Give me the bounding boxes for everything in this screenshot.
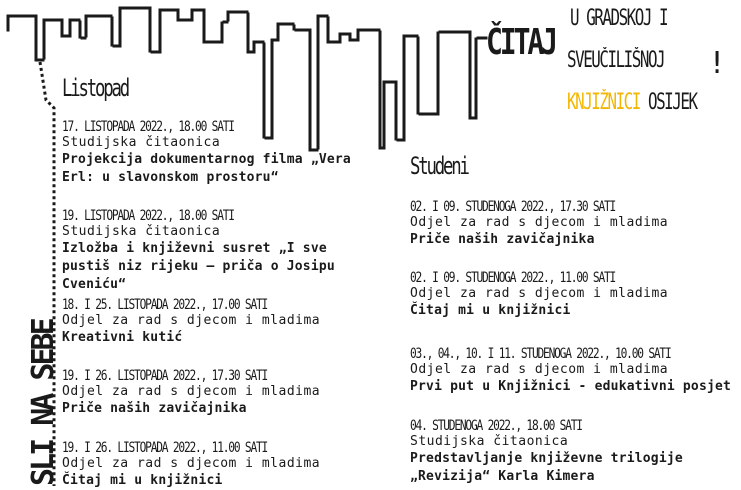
- event-place: Studijska čitaonica: [62, 135, 221, 150]
- event-place: Studijska čitaonica: [410, 434, 569, 449]
- event-place: Odjel za rad s djecom i mladima: [62, 313, 321, 328]
- event-date: 19. I 26. LISTOPADA 2022., 17.30 SATI: [62, 368, 268, 384]
- logo-line-1: U GRADSKOJ I: [570, 6, 668, 31]
- event-place: Studijska čitaonica: [62, 224, 221, 239]
- event-title: Čitaj mi u knjižnici: [410, 303, 571, 318]
- event-title: Prvi put u Knjižnici - edukativni posjet: [410, 379, 732, 394]
- event-place: Odjel za rad s djecom i mladima: [410, 286, 669, 301]
- event-date: 04. STUDENOGA 2022., 18.00 SATI: [410, 418, 582, 434]
- event-place: Odjel za rad s djecom i mladima: [410, 215, 669, 230]
- event-title: Predstavljanje književne trilogije „Revizija“ Karla Kimera: [410, 451, 683, 484]
- event-date: 19. LISTOPADA 2022., 18.00 SATI: [62, 208, 234, 224]
- section-title-studeni: Studeni: [410, 152, 468, 180]
- event-date: 17. LISTOPADA 2022., 18.00 SATI: [62, 119, 234, 135]
- event-title: Kreativni kutić: [62, 330, 183, 345]
- logo-city: OSIJEK: [647, 90, 697, 115]
- logo-citaj: ČITAJ: [486, 22, 555, 63]
- event-title: Priče naših zavičajnika: [62, 401, 247, 416]
- event-date: 02. I 09. STUDENOGA 2022., 17.30 SATI: [410, 199, 616, 215]
- event-listopad-4: [62, 368, 382, 418]
- event-place: Odjel za rad s djecom i mladima: [62, 456, 321, 471]
- event-studeni-2: [410, 270, 730, 320]
- event-title: Projekcija dokumentarnog filma „Vera Erl: u slavonskom prostoru“: [62, 152, 351, 185]
- event-title: Izložba i književni susret „I sve pustiš niz rijeku – priča o Josipu Cveniću“: [62, 241, 335, 292]
- event-listopad-3: [62, 297, 382, 347]
- event-date: 03., 04., 10. I 11. STUDENOGA 2022., 10.00 SATI: [410, 346, 671, 362]
- event-date: 18. I 25. LISTOPADA 2022., 17.00 SATI: [62, 297, 268, 313]
- logo-line-2: SVEUČILIŠNOJ: [567, 48, 665, 73]
- vertical-side-text: SLI NA SEBE: [26, 320, 61, 486]
- event-date: 02. I 09. STUDENOGA 2022., 11.00 SATI: [410, 270, 616, 286]
- event-listopad-2: [62, 208, 362, 294]
- event-studeni-4: [410, 418, 730, 486]
- event-title: Priče naših zavičajnika: [410, 232, 595, 247]
- section-title-listopad: Listopad: [62, 74, 128, 102]
- event-place: Odjel za rad s djecom i mladima: [62, 384, 321, 399]
- logo-exclamation: !: [708, 46, 727, 81]
- logo-accent-word: KNJIŽNICI: [567, 90, 640, 115]
- logo-line-3: [567, 90, 697, 115]
- event-listopad-5: [62, 440, 382, 490]
- event-place: Odjel za rad s djecom i mladima: [410, 362, 669, 377]
- event-listopad-1: [62, 119, 362, 187]
- event-date: 19. I 26. LISTOPADA 2022., 11.00 SATI: [62, 440, 268, 456]
- event-studeni-3: [410, 346, 740, 396]
- event-studeni-1: [410, 199, 730, 249]
- event-title: Čitaj mi u knjižnici: [62, 473, 223, 488]
